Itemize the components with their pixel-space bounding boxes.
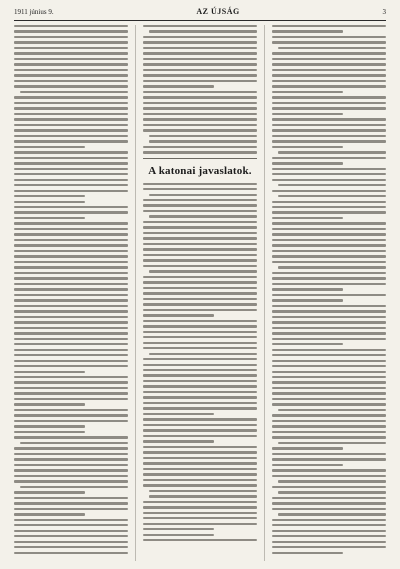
text-line bbox=[272, 250, 386, 252]
text-line bbox=[143, 358, 257, 360]
text-line bbox=[143, 232, 257, 234]
text-line bbox=[14, 403, 85, 405]
text-line bbox=[272, 74, 386, 76]
text-line bbox=[14, 151, 128, 153]
text-line bbox=[278, 409, 386, 411]
text-line bbox=[143, 325, 257, 327]
text-line bbox=[14, 140, 128, 142]
text-line bbox=[14, 541, 128, 543]
text-line bbox=[278, 266, 386, 268]
header-rule bbox=[14, 20, 386, 21]
text-line bbox=[272, 140, 386, 142]
text-line bbox=[14, 425, 85, 427]
masthead: AZ ÚJSÁG bbox=[196, 7, 240, 16]
text-line bbox=[143, 342, 257, 344]
text-line bbox=[272, 436, 386, 438]
text-line bbox=[272, 288, 343, 290]
text-line bbox=[14, 173, 128, 175]
text-line bbox=[14, 255, 128, 257]
text-line bbox=[272, 508, 386, 510]
text-block bbox=[143, 25, 257, 154]
text-line bbox=[272, 453, 386, 455]
text-line bbox=[272, 58, 386, 60]
text-line bbox=[143, 418, 257, 420]
text-line bbox=[143, 63, 257, 65]
text-line bbox=[14, 414, 128, 416]
text-line bbox=[272, 354, 386, 356]
text-line bbox=[272, 469, 386, 471]
column-right bbox=[272, 25, 386, 561]
text-line bbox=[272, 173, 386, 175]
text-line bbox=[14, 190, 128, 192]
text-line bbox=[143, 52, 257, 54]
text-line bbox=[14, 431, 85, 433]
page-header bbox=[14, 6, 386, 18]
text-line bbox=[143, 91, 257, 93]
text-line bbox=[143, 188, 257, 190]
text-line bbox=[272, 36, 386, 38]
text-line bbox=[14, 321, 128, 323]
text-line bbox=[14, 469, 128, 471]
text-line bbox=[143, 391, 257, 393]
text-line bbox=[272, 118, 386, 120]
text-line bbox=[14, 30, 128, 32]
text-line bbox=[14, 41, 128, 43]
column-middle bbox=[143, 25, 257, 561]
text-line bbox=[143, 151, 257, 153]
text-line bbox=[143, 113, 257, 115]
text-line bbox=[272, 69, 386, 71]
text-line bbox=[272, 85, 386, 87]
text-line bbox=[272, 277, 386, 279]
text-line bbox=[272, 316, 386, 318]
text-line bbox=[14, 222, 128, 224]
text-line bbox=[143, 451, 257, 453]
text-line bbox=[14, 305, 128, 307]
text-line bbox=[272, 310, 386, 312]
text-line bbox=[272, 96, 386, 98]
text-line bbox=[14, 376, 128, 378]
text-line bbox=[143, 440, 214, 442]
text-line bbox=[143, 226, 257, 228]
text-line bbox=[143, 446, 257, 448]
text-line bbox=[272, 162, 343, 164]
text-line bbox=[143, 435, 257, 437]
text-line bbox=[149, 270, 257, 272]
text-line bbox=[14, 387, 128, 389]
text-line bbox=[272, 294, 386, 296]
text-line bbox=[272, 211, 386, 213]
text-line bbox=[14, 233, 128, 235]
text-line bbox=[14, 316, 128, 318]
text-line bbox=[14, 381, 128, 383]
text-line bbox=[14, 508, 128, 510]
text-line bbox=[143, 85, 214, 87]
text-line bbox=[14, 436, 128, 438]
text-line bbox=[272, 475, 386, 477]
text-line bbox=[272, 365, 386, 367]
text-line bbox=[272, 541, 386, 543]
text-line bbox=[272, 546, 386, 548]
text-line bbox=[272, 327, 386, 329]
text-line bbox=[14, 530, 128, 532]
text-line bbox=[143, 80, 257, 82]
text-line bbox=[143, 124, 257, 126]
text-line bbox=[14, 135, 128, 137]
text-line bbox=[149, 495, 257, 497]
text-line bbox=[272, 255, 386, 257]
text-line bbox=[143, 36, 257, 38]
text-line bbox=[14, 283, 128, 285]
page-number: 3 bbox=[382, 8, 386, 16]
text-line bbox=[14, 168, 128, 170]
text-line bbox=[272, 190, 386, 192]
text-line bbox=[143, 259, 257, 261]
text-line bbox=[149, 135, 257, 137]
text-line bbox=[272, 420, 386, 422]
text-line bbox=[14, 360, 128, 362]
text-line bbox=[143, 407, 257, 409]
text-line bbox=[14, 63, 128, 65]
column-left bbox=[14, 25, 128, 561]
text-line bbox=[149, 353, 257, 355]
text-line bbox=[14, 58, 128, 60]
text-line bbox=[278, 491, 386, 493]
text-line bbox=[272, 349, 386, 351]
text-line bbox=[143, 129, 257, 131]
text-line bbox=[143, 369, 257, 371]
text-line bbox=[143, 107, 257, 109]
text-line bbox=[143, 25, 257, 27]
text-line bbox=[143, 74, 257, 76]
text-line bbox=[14, 299, 128, 301]
text-line bbox=[272, 25, 386, 27]
text-line bbox=[14, 343, 128, 345]
column-separator bbox=[135, 25, 136, 561]
text-line bbox=[272, 91, 343, 93]
text-line bbox=[143, 424, 257, 426]
text-line bbox=[14, 310, 128, 312]
text-line bbox=[143, 528, 214, 530]
text-line bbox=[143, 298, 257, 300]
text-line bbox=[272, 524, 386, 526]
text-line bbox=[14, 74, 128, 76]
text-line bbox=[14, 96, 128, 98]
text-line bbox=[272, 272, 386, 274]
text-line bbox=[149, 30, 257, 32]
text-line bbox=[14, 217, 85, 219]
text-line bbox=[143, 385, 257, 387]
text-line bbox=[14, 349, 128, 351]
text-line bbox=[14, 85, 128, 87]
text-line bbox=[272, 431, 386, 433]
text-line bbox=[143, 336, 257, 338]
text-line bbox=[272, 464, 343, 466]
text-line bbox=[14, 47, 128, 49]
text-line bbox=[143, 58, 257, 60]
text-line bbox=[272, 458, 386, 460]
text-line bbox=[149, 490, 257, 492]
text-line bbox=[278, 442, 386, 444]
text-line bbox=[14, 25, 128, 27]
text-line bbox=[143, 204, 257, 206]
text-line bbox=[272, 387, 386, 389]
text-line bbox=[272, 414, 386, 416]
text-line bbox=[14, 195, 85, 197]
text-line bbox=[272, 371, 386, 373]
text-line bbox=[272, 179, 386, 181]
text-line bbox=[272, 376, 386, 378]
text-line bbox=[278, 195, 386, 197]
column-separator bbox=[264, 25, 265, 561]
text-line bbox=[143, 374, 257, 376]
text-line bbox=[149, 215, 257, 217]
text-line bbox=[143, 413, 214, 415]
text-line bbox=[143, 512, 257, 514]
text-line bbox=[272, 552, 343, 554]
text-line bbox=[14, 288, 128, 290]
text-line bbox=[272, 530, 386, 532]
text-line bbox=[143, 96, 257, 98]
text-line bbox=[143, 118, 257, 120]
text-line bbox=[14, 371, 85, 373]
text-line bbox=[14, 294, 128, 296]
text-line bbox=[14, 420, 128, 422]
text-line bbox=[14, 228, 128, 230]
text-line bbox=[272, 168, 386, 170]
text-line bbox=[14, 206, 128, 208]
text-line bbox=[143, 523, 257, 525]
text-line bbox=[14, 162, 128, 164]
text-line bbox=[14, 157, 128, 159]
text-line bbox=[143, 320, 257, 322]
text-line bbox=[143, 457, 257, 459]
text-line bbox=[143, 462, 257, 464]
text-line bbox=[143, 276, 257, 278]
text-line bbox=[272, 283, 386, 285]
text-line bbox=[272, 124, 386, 126]
text-line bbox=[272, 146, 343, 148]
text-line bbox=[143, 248, 257, 250]
text-line bbox=[14, 491, 85, 493]
text-line bbox=[14, 524, 128, 526]
text-line bbox=[272, 80, 386, 82]
text-line bbox=[272, 403, 386, 405]
text-line bbox=[14, 201, 85, 203]
text-line bbox=[272, 321, 386, 323]
text-line bbox=[143, 47, 257, 49]
text-line bbox=[20, 486, 128, 488]
text-line bbox=[14, 69, 128, 71]
text-line bbox=[143, 396, 257, 398]
text-line bbox=[143, 183, 257, 185]
text-line bbox=[143, 292, 257, 294]
text-line bbox=[143, 331, 257, 333]
text-line bbox=[272, 52, 386, 54]
text-line bbox=[143, 41, 257, 43]
text-line bbox=[143, 479, 257, 481]
text-line bbox=[14, 239, 128, 241]
text-line bbox=[14, 118, 128, 120]
text-line bbox=[143, 281, 257, 283]
text-line bbox=[272, 107, 386, 109]
text-line bbox=[272, 261, 386, 263]
text-line bbox=[14, 179, 128, 181]
text-line bbox=[143, 506, 257, 508]
text-line bbox=[143, 517, 257, 519]
text-line bbox=[272, 535, 386, 537]
text-line bbox=[143, 146, 257, 148]
text-line bbox=[14, 392, 128, 394]
text-line bbox=[14, 184, 128, 186]
text-line bbox=[278, 480, 386, 482]
text-line bbox=[272, 239, 386, 241]
text-line bbox=[14, 124, 128, 126]
text-line bbox=[143, 364, 257, 366]
text-line bbox=[272, 447, 343, 449]
text-line bbox=[272, 157, 386, 159]
text-line bbox=[20, 91, 128, 93]
text-line bbox=[143, 347, 257, 349]
text-line bbox=[14, 272, 128, 274]
text-line bbox=[143, 309, 257, 311]
text-line bbox=[14, 36, 128, 38]
text-line bbox=[14, 332, 128, 334]
text-line bbox=[272, 392, 386, 394]
text-line bbox=[14, 266, 128, 268]
text-line bbox=[14, 52, 128, 54]
text-line bbox=[272, 360, 386, 362]
issue-date: 1911 június 9. bbox=[14, 8, 54, 16]
text-line bbox=[14, 327, 128, 329]
text-line bbox=[14, 447, 128, 449]
text-block bbox=[143, 183, 257, 542]
text-line bbox=[272, 30, 343, 32]
article-title: A katonai javaslatok. bbox=[148, 164, 252, 177]
text-line bbox=[272, 381, 386, 383]
text-line bbox=[272, 497, 386, 499]
text-line bbox=[272, 63, 386, 65]
text-line bbox=[14, 80, 128, 82]
text-line bbox=[272, 519, 386, 521]
text-line bbox=[143, 484, 257, 486]
text-line bbox=[278, 184, 386, 186]
text-line bbox=[143, 287, 257, 289]
text-line bbox=[14, 244, 128, 246]
text-line bbox=[143, 243, 257, 245]
text-line bbox=[14, 409, 128, 411]
text-line bbox=[143, 237, 257, 239]
text-line bbox=[143, 265, 257, 267]
text-line bbox=[143, 210, 257, 212]
text-line bbox=[143, 69, 257, 71]
text-line bbox=[272, 129, 386, 131]
text-line bbox=[272, 244, 386, 246]
text-line bbox=[272, 228, 386, 230]
text-line bbox=[14, 552, 128, 554]
text-line bbox=[272, 217, 343, 219]
text-line bbox=[143, 468, 257, 470]
text-line bbox=[149, 194, 257, 196]
text-line bbox=[272, 113, 343, 115]
text-line bbox=[278, 513, 386, 515]
text-line bbox=[143, 402, 257, 404]
text-line bbox=[143, 534, 214, 536]
text-line bbox=[14, 475, 128, 477]
text-line bbox=[272, 332, 386, 334]
text-line bbox=[14, 497, 128, 499]
text-line bbox=[272, 425, 386, 427]
text-line bbox=[272, 102, 386, 104]
text-line bbox=[14, 107, 128, 109]
text-line bbox=[14, 250, 128, 252]
text-line bbox=[14, 546, 128, 548]
text-line bbox=[149, 140, 257, 142]
text-line bbox=[143, 429, 257, 431]
text-line bbox=[143, 221, 257, 223]
text-line bbox=[14, 535, 128, 537]
text-line bbox=[272, 206, 386, 208]
text-line bbox=[14, 480, 128, 482]
text-line bbox=[14, 211, 128, 213]
text-line bbox=[272, 338, 386, 340]
text-line bbox=[143, 102, 257, 104]
text-line bbox=[14, 261, 128, 263]
text-line bbox=[272, 305, 386, 307]
text-line bbox=[20, 442, 128, 444]
text-line bbox=[272, 486, 386, 488]
text-line bbox=[278, 151, 386, 153]
text-line bbox=[143, 199, 257, 201]
text-line bbox=[278, 47, 386, 49]
text-line bbox=[272, 233, 386, 235]
text-line bbox=[14, 398, 128, 400]
text-line bbox=[143, 539, 257, 541]
text-line bbox=[272, 135, 386, 137]
text-line bbox=[272, 343, 343, 345]
text-line bbox=[14, 458, 128, 460]
text-line bbox=[143, 473, 257, 475]
text-line bbox=[14, 146, 85, 148]
text-line bbox=[14, 453, 128, 455]
text-line bbox=[14, 113, 128, 115]
text-line bbox=[14, 277, 128, 279]
text-line bbox=[272, 41, 386, 43]
text-line bbox=[14, 338, 128, 340]
section-rule bbox=[143, 158, 257, 159]
text-line bbox=[14, 519, 128, 521]
text-line bbox=[272, 299, 343, 301]
text-line bbox=[272, 502, 386, 504]
text-line bbox=[14, 513, 85, 515]
text-line bbox=[143, 380, 257, 382]
text-line bbox=[14, 365, 128, 367]
text-line bbox=[143, 254, 257, 256]
text-line bbox=[143, 314, 214, 316]
text-line bbox=[272, 201, 386, 203]
text-line bbox=[272, 222, 386, 224]
text-line bbox=[272, 398, 386, 400]
text-line bbox=[143, 501, 257, 503]
text-line bbox=[14, 464, 128, 466]
text-line bbox=[14, 102, 128, 104]
text-line bbox=[14, 354, 128, 356]
text-line bbox=[14, 129, 128, 131]
text-line bbox=[143, 303, 257, 305]
text-line bbox=[14, 502, 128, 504]
